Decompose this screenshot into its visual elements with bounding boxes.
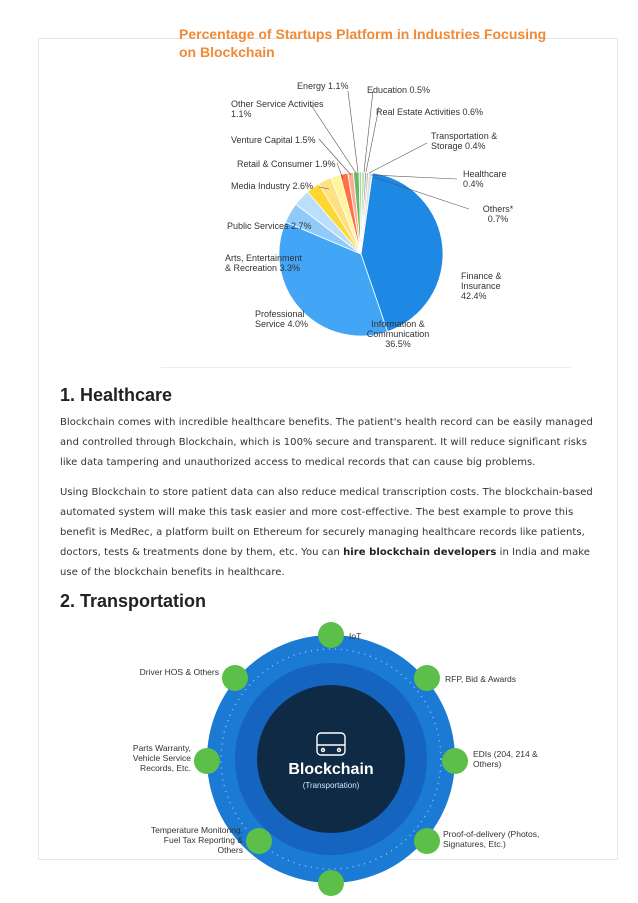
- node-iot: [318, 622, 344, 648]
- node-label-driver: Driver HOS & Others: [139, 667, 219, 677]
- node-rfp: [414, 665, 440, 691]
- pie-title-line2: on Blockchain: [179, 44, 275, 60]
- label-education: Education 0.5%: [367, 85, 431, 95]
- section-heading-healthcare: 1. Healthcare: [60, 385, 173, 405]
- node-pod: [414, 828, 440, 854]
- label-professional: Professional Service 4.0%: [255, 309, 309, 329]
- node-edis: [442, 748, 468, 774]
- label-healthcare: Healthcare 0.4%: [463, 169, 507, 189]
- article-frame: [38, 26, 618, 860]
- node-label-iot: IoT: [349, 631, 362, 641]
- label-info-comm: Information & Communication 36.5%: [366, 319, 430, 349]
- blockchain-transport-diagram: [109, 621, 549, 861]
- section-heading-transportation: 2. Transportation: [60, 591, 207, 611]
- pie-chart-figure: [161, 26, 571, 368]
- node-label-parts: Parts Warranty, Vehicle Service Records, Etc.: [132, 743, 191, 773]
- leader-transport: [369, 143, 427, 173]
- node-label-rfp: RFP, Bid & Awards: [445, 674, 517, 684]
- diagram-center-title: Blockchain: [288, 761, 374, 778]
- label-finance: Finance & Insurance 42.4%: [461, 271, 502, 301]
- pie-title-line1: Percentage of Startups Platform in Industries Focusing: [179, 26, 547, 42]
- hire-developers-link[interactable]: hire blockchain developers: [343, 547, 497, 558]
- node-label-temp: Temperature Monitoring, Fuel Tax Reporting & Others: [150, 825, 243, 855]
- label-other-service: Other Service Activities 1.1%: [231, 99, 324, 119]
- label-others: Others* 0.7%: [482, 204, 514, 224]
- label-public-services: Public Services 2.7%: [227, 221, 312, 231]
- node-label-edis: EDIs (204, 214 & Others): [473, 749, 538, 769]
- label-venture: Venture Capital 1.5%: [231, 135, 316, 145]
- pie-chart: [161, 39, 571, 367]
- paragraph-healthcare-1: Blockchain comes with incredible healthcare benefits. The patient's health record can be easily managed and controlled through Blockchain, which is 100% secure and transparent. It will reduce significant risks like data tampering and unauthorized access to medical records that can cause big problems.: [60, 417, 593, 468]
- label-arts: Arts, Entertainment & Recreation 3.3%: [225, 253, 303, 273]
- node-driver: [222, 665, 248, 691]
- center-disc: [257, 685, 405, 833]
- node-temp: [246, 828, 272, 854]
- label-media: Media Industry 2.6%: [231, 181, 314, 191]
- label-energy: Energy 1.1%: [297, 81, 349, 91]
- leader-venture: [319, 139, 351, 175]
- node-label-pod: Proof-of-delivery (Photos, Signatures, Etc.): [443, 829, 540, 849]
- paragraph-healthcare-2: [60, 483, 600, 583]
- paragraph-text: Using Blockchain to store patient data can also reduce medical transcription costs. The blockchain-based automated system will make this task easier and more cost-effective. The best example to prove this benefit is MedRec, a platform built on Ethereum for securely managing healthcare records like patients, doctors, tests & treatments done by them, etc. You can: [60, 487, 593, 558]
- label-real-estate: Real Estate Activities 0.6%: [376, 107, 484, 117]
- leader-energy: [348, 91, 358, 172]
- node-bottom: [318, 870, 344, 896]
- label-transportation: Transportation & Storage 0.4%: [431, 131, 498, 151]
- label-retail: Retail & Consumer 1.9%: [237, 159, 336, 169]
- diagram-center-subtitle: (Transportation): [302, 781, 360, 790]
- paragraph-text-end: in India and make use of the blockchain benefits in healthcare.: [60, 547, 590, 578]
- node-parts: [194, 748, 220, 774]
